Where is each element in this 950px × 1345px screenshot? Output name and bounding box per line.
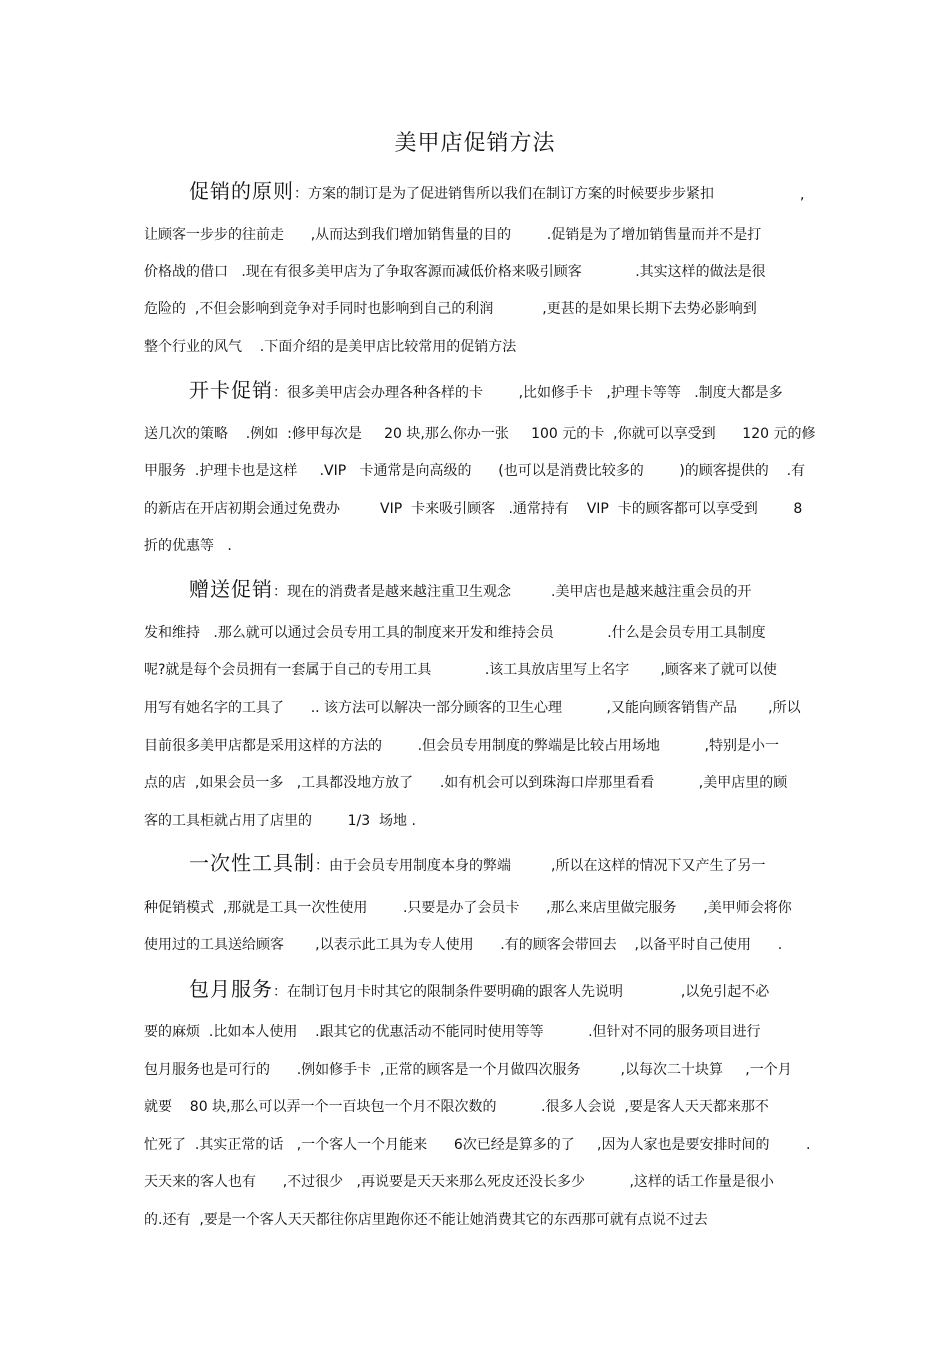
paragraph-line: 的.还有 ,要是一个客人天天都往你店里跑你还不能让她消费其它的东西那可就有点说不过去 xyxy=(144,1212,708,1228)
paragraph-line: 的新店在开店初期会通过免费办 VIP 卡来吸引顾客 .通常持有 VIP 卡的顾客都可以享受到 8 xyxy=(144,501,803,517)
section-lead-text: ：方案的制订是为了促进销售所以我们在制订方案的时候要步步紧扣 xyxy=(294,186,714,202)
paragraph-line: 天天来的客人也有 ,不过很少 ,再说要是天天来那么死皮还没长多少 ,这样的话工作量是很小 xyxy=(144,1174,774,1190)
section-heading: 一次性工具制 xyxy=(189,851,315,875)
section-lead-text: ：很多美甲店会办理各种各样的卡 ,比如修手卡 ,护理卡等等 .制度大都是多 xyxy=(273,385,783,401)
paragraph-line: 送几次的策略 .例如 :修甲每次是 20 块,那么你办一张 100 元的卡 ,你就可以享受到 120 元的修 xyxy=(144,426,816,442)
trailing-period: . xyxy=(806,1137,811,1153)
paragraph-line: 呢?就是每个会员拥有一套属于自己的专用工具 .该工具放店里写上名字 ,顾客来了就可以使 xyxy=(144,662,777,678)
paragraph-line: 甲服务 .护理卡也是这样 .VIP 卡通常是向高级的 (也可以是消费比较多的 )的顾客提供的 .有 xyxy=(144,463,806,479)
paragraph-line: 让顾客一步步的往前走 ,从而达到我们增加销售量的目的 .促销是为了增加销售量而并不是打 xyxy=(144,227,762,243)
paragraph-line: 危险的 ,不但会影响到竞争对手同时也影响到自己的利润 ,更甚的是如果长期下去势必影响到 xyxy=(144,301,757,317)
paragraph-line: 整个行业的风气 .下面介绍的是美甲店比较常用的促销方法 xyxy=(144,339,517,355)
section-2-first-line xyxy=(189,380,783,403)
paragraph-line: 包月服务也是可行的 .例如修手卡 ,正常的顾客是一个月做四次服务 ,以每次二十块算 ,一个月 xyxy=(144,1062,792,1078)
paragraph-line: 使用过的工具送给顾客 ,以表示此工具为专人使用 .有的顾客会带回去 ,以备平时自己使用 . xyxy=(144,937,783,953)
section-5-first-line xyxy=(189,979,769,1002)
paragraph-line: 就要 80 块,那么可以弄一个一百块包一个月不限次数的 .很多人会说 ,要是客人天天都来那不 xyxy=(144,1099,769,1115)
paragraph-line: 忙死了 .其实正常的话 ,一个客人一个月能来 6次已经是算多的了 ,因为人家也是要安排时间的 xyxy=(144,1137,770,1153)
paragraph-line: 发和维持 .那么就可以通过会员专用工具的制度来开发和维持会员 .什么是会员专用工具制度 xyxy=(144,625,766,641)
section-heading: 赠送促销 xyxy=(189,577,273,601)
section-4-first-line xyxy=(189,853,766,876)
section-heading: 包月服务 xyxy=(189,977,273,1001)
paragraph-line: 价格战的借口 .现在有很多美甲店为了争取客源而减低价格来吸引顾客 .其实这样的做法是很 xyxy=(144,264,766,280)
section-heading: 促销的原则 xyxy=(189,179,294,203)
section-lead-text: ：现在的消费者是越来越注重卫生观念 .美甲店也是越来越注重会员的开 xyxy=(273,584,752,600)
section-lead-text: ：由于会员专用制度本身的弊端 ,所以在这样的情况下又产生了另一 xyxy=(315,858,766,874)
paragraph-line: 目前很多美甲店都是采用这样的方法的 .但会员专用制度的弊端是比较占用场地 ,特别是小一 xyxy=(144,738,780,754)
trailing-comma: , xyxy=(800,187,805,203)
paragraph-line: 折的优惠等 . xyxy=(144,538,232,554)
section-3-first-line xyxy=(189,579,752,602)
paragraph-line: 点的店 ,如果会员一多 ,工具都没地方放了 .如有机会可以到珠海口岸那里看看 ,美甲店里的顾 xyxy=(144,775,788,791)
paragraph-line: 种促销模式 ,那就是工具一次性使用 .只要是办了会员卡 ,那么来店里做完服务 ,美甲师会将你 xyxy=(144,900,792,916)
section-1-first-line xyxy=(189,181,714,204)
paragraph-line: 用写有她名字的工具了 .. 该方法可以解决一部分顾客的卫生心理 ,又能向顾客销售产品 ,所以 xyxy=(144,700,801,716)
paragraph-line: 要的麻烦 .比如本人使用 .跟其它的优惠活动不能同时使用等等 .但针对不同的服务项目进行 xyxy=(144,1024,761,1040)
section-heading: 开卡促销 xyxy=(189,378,273,402)
document-title: 美甲店促销方法 xyxy=(394,131,556,156)
paragraph-line: 客的工具柜就占用了店里的 1/3 场地 . xyxy=(144,813,416,829)
section-lead-text: ：在制订包月卡时其它的限制条件要明确的跟客人先说明 ,以免引起不必 xyxy=(273,984,770,1000)
